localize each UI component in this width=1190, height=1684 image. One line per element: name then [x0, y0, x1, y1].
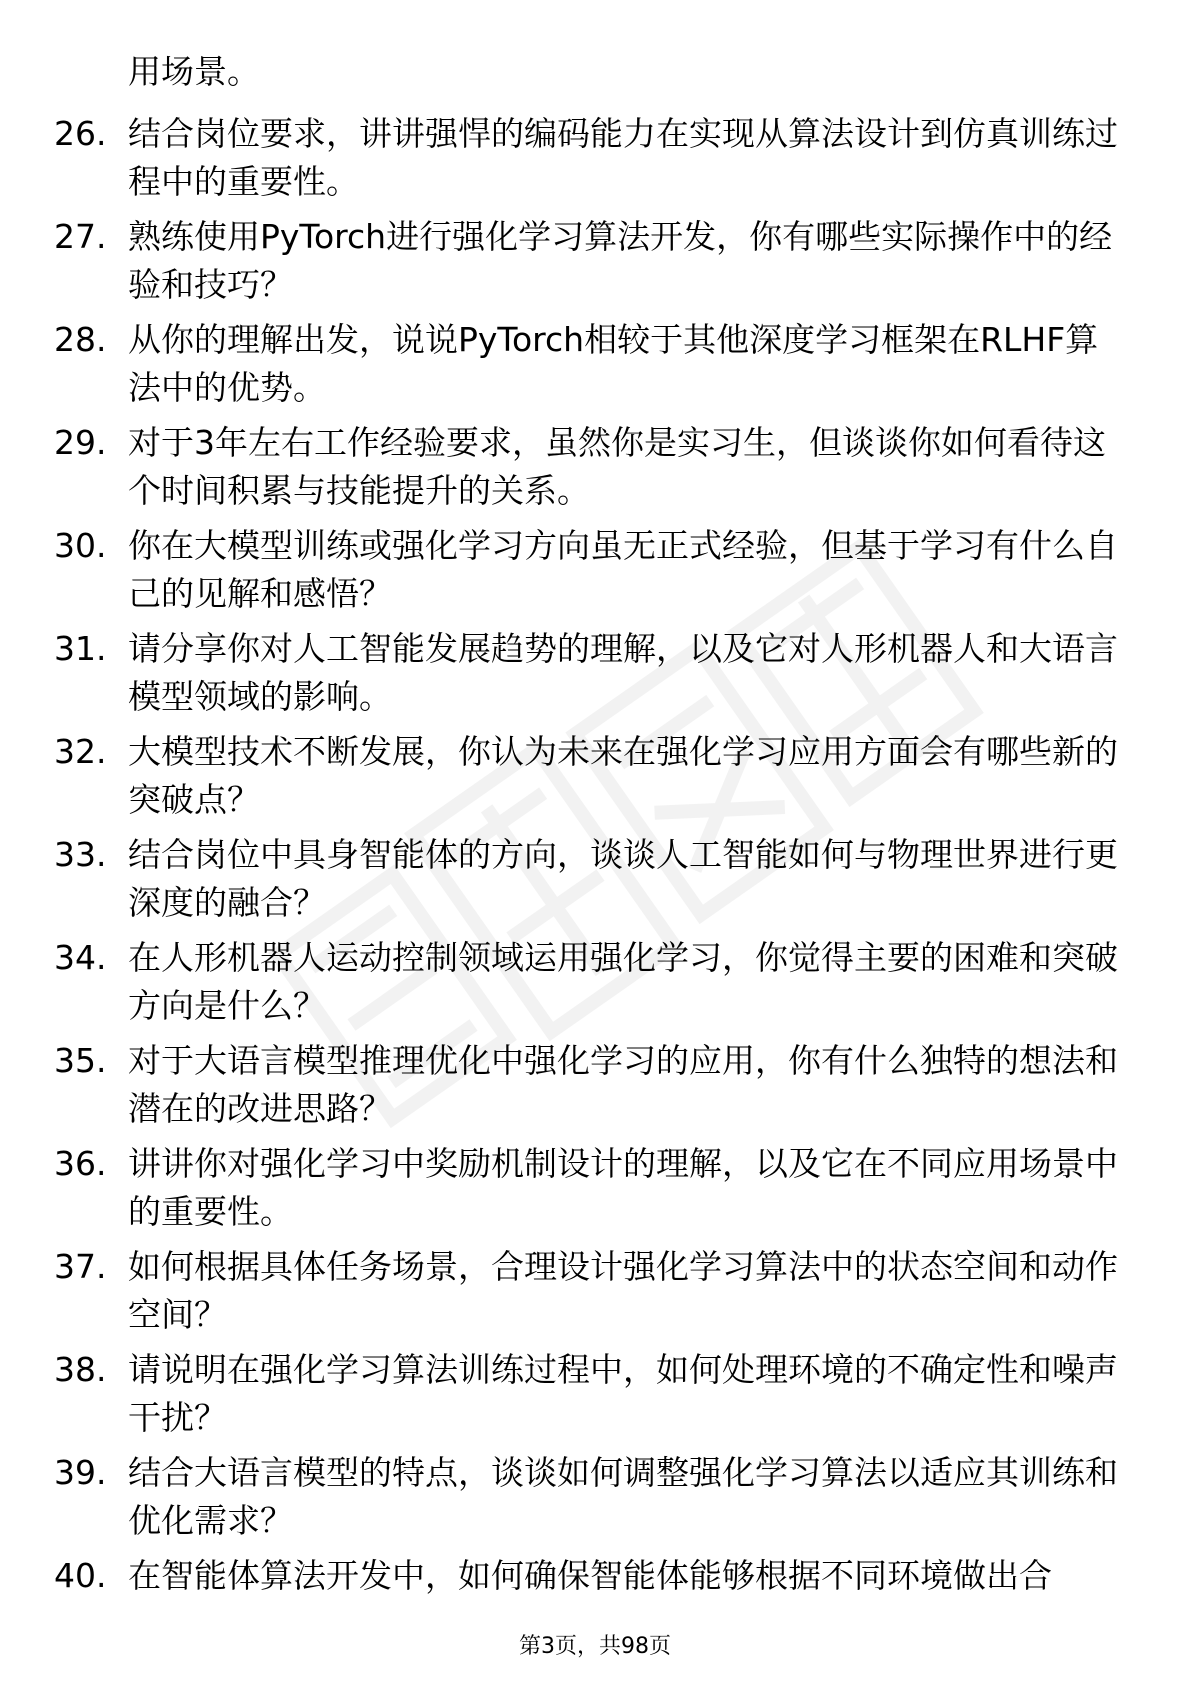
question-text: 从你的理解出发，说说PyTorch相较于其他深度学习框架在RLHF算法中的优势。	[128, 320, 1099, 407]
question-text: 讲讲你对强化学习中奖励机制设计的理解，以及它在不同应用场景中的重要性。	[128, 1144, 1118, 1231]
question-text: 如何根据具体任务场景，合理设计强化学习算法中的状态空间和动作空间？	[128, 1247, 1118, 1334]
question-number: 26.	[54, 114, 107, 153]
list-item	[54, 316, 1134, 412]
list-item	[54, 1346, 1134, 1442]
list-item	[54, 1552, 1134, 1600]
continuation-text: 用场景。	[128, 52, 260, 91]
list-item	[54, 1140, 1134, 1236]
question-text: 结合大语言模型的特点，谈谈如何调整强化学习算法以适应其训练和优化需求？	[128, 1453, 1118, 1540]
list-item	[54, 1037, 1134, 1133]
question-number: 36.	[54, 1144, 107, 1183]
question-number: 28.	[54, 320, 107, 359]
list-item	[54, 213, 1134, 309]
question-number: 39.	[54, 1453, 107, 1492]
question-text: 对于3年左右工作经验要求，虽然你是实习生，但谈谈你如何看待这个时间积累与技能提升的关系。	[128, 423, 1106, 510]
list-item	[54, 110, 1134, 206]
question-text: 结合岗位中具身智能体的方向，谈谈人工智能如何与物理世界进行更深度的融合？	[128, 835, 1118, 922]
question-number: 37.	[54, 1247, 107, 1286]
question-text: 结合岗位要求，讲讲强悍的编码能力在实现从算法设计到仿真训练过程中的重要性。	[128, 114, 1118, 201]
question-text: 你在大模型训练或强化学习方向虽无正式经验，但基于学习有什么自己的见解和感悟？	[128, 526, 1118, 613]
question-text: 请说明在强化学习算法训练过程中，如何处理环境的不确定性和噪声干扰？	[128, 1350, 1118, 1437]
list-item	[54, 831, 1134, 927]
page-footer	[0, 1632, 1190, 1662]
question-number: 38.	[54, 1350, 107, 1389]
list-item	[54, 419, 1134, 515]
list-item	[54, 1243, 1134, 1339]
question-number: 32.	[54, 732, 107, 771]
question-text: 熟练使用PyTorch进行强化学习算法开发，你有哪些实际操作中的经验和技巧？	[128, 217, 1113, 304]
list-item	[54, 728, 1134, 824]
list-item	[54, 522, 1134, 618]
question-list	[54, 110, 1134, 1607]
page-number-label: 第3页，共98页	[519, 1634, 671, 1659]
list-item	[54, 934, 1134, 1030]
list-item	[54, 1449, 1134, 1545]
list-item	[54, 625, 1134, 721]
question-text: 在人形机器人运动控制领域运用强化学习，你觉得主要的困难和突破方向是什么？	[128, 938, 1118, 1025]
question-text: 在智能体算法开发中，如何确保智能体能够根据不同环境做出合	[128, 1556, 1052, 1595]
question-text: 大模型技术不断发展，你认为未来在强化学习应用方面会有哪些新的突破点？	[128, 732, 1118, 819]
question-number: 31.	[54, 629, 107, 668]
question-number: 34.	[54, 938, 107, 977]
question-number: 27.	[54, 217, 107, 256]
question-number: 33.	[54, 835, 107, 874]
question-text: 请分享你对人工智能发展趋势的理解，以及它对人形机器人和大语言模型领域的影响。	[128, 629, 1118, 716]
question-number: 35.	[54, 1041, 107, 1080]
question-number: 40.	[54, 1556, 107, 1595]
question-number: 29.	[54, 423, 107, 462]
question-number: 30.	[54, 526, 107, 565]
question-text: 对于大语言模型推理优化中强化学习的应用，你有什么独特的想法和潜在的改进思路？	[128, 1041, 1118, 1128]
